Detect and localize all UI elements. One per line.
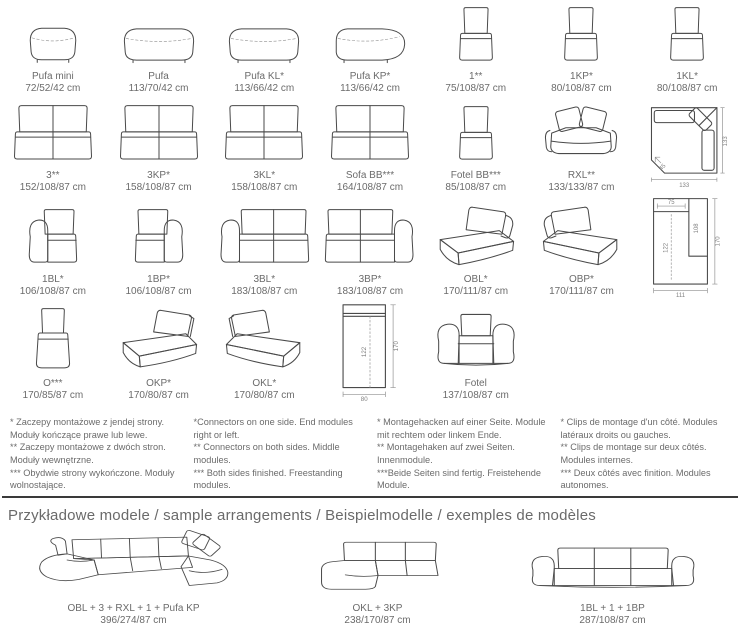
module-dims: 113/70/42 cm	[128, 83, 189, 94]
module-dims: 85/108/87 cm	[445, 182, 507, 193]
footnote-text: * Zaczepy montażowe z jendej strony. Moduły kończące prawe lub lewe.	[10, 417, 165, 440]
pouf-round-right-icon	[330, 22, 410, 67]
svg-text:75: 75	[668, 200, 675, 207]
sofa-two-seat-icon	[113, 103, 205, 166]
module-cell	[423, 97, 529, 196]
module-name: 1KL*	[676, 71, 699, 82]
sofa-two-seat-icon	[324, 103, 416, 166]
module-row	[0, 196, 740, 300]
corner-module-icon	[538, 102, 624, 166]
module-name: OBL*	[463, 274, 488, 285]
module-cell	[634, 6, 740, 97]
module-name: Pufa KL*	[244, 71, 285, 82]
sofa-two-seat-icon	[7, 103, 99, 166]
arrangement-name: 1BL + 1 + 1BP	[580, 603, 645, 614]
footnote-text: * Montagehacken auf einer Seite. Module mit rechtem oder linkem Ende.	[377, 417, 546, 440]
module-cell	[529, 300, 635, 404]
module-name: 1KP*	[570, 71, 593, 82]
chaise-open-left-icon	[114, 306, 204, 374]
module-name: Pufa	[148, 71, 169, 82]
module-cell	[211, 97, 317, 196]
topview-open-icon	[335, 300, 405, 402]
arrangement-chaise-sofa-icon	[303, 537, 453, 599]
svg-text:45: 45	[658, 162, 668, 172]
module-cell	[423, 6, 529, 97]
module-cell	[0, 6, 106, 97]
module-dims: 158/108/87 cm	[231, 182, 298, 193]
footnote-text: *** Both sides finished. Freestanding modules.	[193, 467, 343, 491]
module-dims: 106/108/87 cm	[19, 286, 86, 297]
module-cell	[211, 196, 317, 300]
module-name: OKL*	[252, 378, 277, 389]
module-name: OKP*	[146, 378, 172, 389]
module-dims: 113/66/42 cm	[234, 83, 295, 94]
footnote-text: ** Montagehaken auf zwei Seiten. Innenmodule.	[377, 442, 515, 466]
arrangement-item	[275, 537, 480, 627]
module-cell	[423, 300, 529, 404]
footnotes	[0, 404, 740, 492]
sofa-arm-left-icon	[213, 207, 315, 270]
module-cell	[106, 97, 212, 196]
module-cell	[106, 6, 212, 97]
module-armless-icon	[660, 5, 714, 67]
module-dims: 152/108/87 cm	[19, 182, 86, 193]
module-cell	[317, 6, 423, 97]
module-name: 1BP*	[147, 274, 170, 285]
module-dims: 183/108/87 cm	[231, 286, 298, 297]
topview-chaise-icon	[646, 194, 728, 298]
module-dims: 106/108/87 cm	[125, 286, 192, 297]
module-cell	[106, 196, 212, 300]
armchair-icon	[431, 310, 521, 374]
module-name: O***	[43, 378, 63, 389]
module-cell	[634, 300, 740, 404]
module-cell	[634, 97, 740, 196]
arrangement-dims: 396/274/87 cm	[100, 615, 167, 626]
sample-arrangements	[0, 525, 740, 629]
module-dims: 170/85/87 cm	[22, 390, 84, 401]
arrangement-name: OKL + 3KP	[352, 603, 403, 614]
svg-text:122: 122	[663, 242, 670, 253]
module-cell	[211, 6, 317, 97]
footnote-text: *** Deux côtés avec finition. Modules autonomes.	[560, 467, 711, 491]
module-dims: 113/66/42 cm	[340, 83, 400, 94]
svg-text:170: 170	[715, 236, 722, 247]
module-cell	[529, 196, 635, 300]
module-dims: 80/108/87 cm	[656, 83, 718, 94]
module-cell	[0, 97, 106, 196]
svg-text:133: 133	[679, 182, 690, 189]
armchair-arm-left-icon	[23, 207, 83, 270]
footnote-column-de	[377, 416, 549, 492]
module-dims: 170/111/87 cm	[549, 286, 614, 297]
module-dims: 137/108/87 cm	[442, 390, 509, 401]
module-cell	[106, 300, 212, 404]
arrangement-dims: 287/108/87 cm	[579, 615, 646, 626]
module-name: Fotel BB***	[450, 170, 501, 181]
module-cell	[317, 196, 423, 300]
module-name: 1BL*	[42, 274, 64, 285]
footnote-text: *Connectors on one side. End modules right or left.	[193, 417, 353, 440]
footnote-text: *** Obydwie strony wykończone. Moduły wolnostające.	[10, 467, 175, 491]
pouf-small-icon	[25, 21, 81, 67]
module-dims: 164/108/87 cm	[336, 182, 404, 193]
arrangement-straight-sofa-icon	[524, 541, 702, 599]
module-name: 1**	[469, 71, 483, 82]
module-row	[0, 97, 740, 196]
arrangement-corner-large-icon	[31, 525, 236, 599]
module-cell	[529, 6, 635, 97]
svg-text:170: 170	[392, 341, 400, 352]
footnote-text: ***Beide Seiten sind fertig. Freistehende Module.	[377, 467, 541, 491]
module-dims: 170/80/87 cm	[128, 390, 189, 401]
svg-text:122: 122	[361, 346, 369, 358]
arrangement-dims: 238/170/87 cm	[344, 615, 411, 626]
module-cell	[0, 196, 106, 300]
chaise-open-right-icon	[219, 306, 309, 374]
sofa-two-seat-icon	[218, 103, 310, 166]
module-dims: 72/52/42 cm	[25, 83, 81, 94]
topview-corner-icon	[640, 97, 734, 194]
module-dims: 183/108/87 cm	[336, 286, 404, 297]
arrangement-name: OBL + 3 + RXL + 1 + Pufa KP	[67, 603, 200, 614]
section-divider	[2, 496, 738, 498]
module-cell	[634, 196, 740, 300]
samples-heading: Przykładowe modele / sample arrangements / Beispielmodelle / exemples de modèles	[8, 507, 596, 524]
module-row	[0, 0, 740, 97]
module-name: Sofa BB***	[345, 170, 395, 181]
module-name: Pufa mini	[32, 71, 74, 82]
chaise-arm-right-icon	[534, 202, 628, 270]
module-name: 3BL*	[253, 274, 276, 285]
module-name: 3KL*	[253, 170, 276, 181]
footnote-column-pl	[10, 416, 182, 492]
module-armless-icon	[449, 104, 503, 166]
footnote-column-fr	[561, 416, 733, 492]
module-name: Pufa KP*	[349, 71, 391, 82]
sofa-arm-right-icon	[319, 207, 421, 270]
module-dims: 170/80/87 cm	[233, 390, 295, 401]
svg-text:80: 80	[360, 396, 368, 402]
pouf-wide-icon	[224, 22, 304, 67]
module-cell	[211, 300, 317, 404]
module-dims: 133/133/87 cm	[548, 182, 615, 193]
arrangement-item	[6, 525, 261, 627]
module-row	[0, 300, 740, 404]
module-name: RXL**	[567, 170, 596, 181]
module-dims: 170/111/87 cm	[443, 286, 509, 297]
module-cell	[317, 300, 423, 404]
module-dims: 158/108/87 cm	[125, 182, 192, 193]
footnote-text: ** Connectors on both sides. Middle modules.	[193, 442, 340, 466]
armchair-arm-right-icon	[129, 207, 189, 270]
module-dims: 75/108/87 cm	[445, 83, 507, 94]
svg-text:133: 133	[723, 135, 730, 146]
module-dims: 80/108/87 cm	[551, 83, 612, 94]
footnote-text: ** Clips de montage sur deux côtés. Modules internes.	[560, 442, 707, 466]
arrangement-item	[500, 541, 725, 627]
footnote-column-en	[194, 416, 366, 492]
svg-text:108: 108	[694, 223, 701, 234]
module-cell	[423, 196, 529, 300]
module-armless-icon	[554, 5, 608, 67]
module-name: 3BP*	[358, 274, 382, 285]
svg-text:111: 111	[676, 293, 686, 298]
pouf-wide-icon	[119, 22, 199, 67]
footnote-text: ** Zaczepy montażowe z dwóch stron. Moduły wewnętrzne.	[10, 442, 166, 466]
module-name: Fotel	[464, 378, 487, 389]
module-name: 3KP*	[147, 170, 170, 181]
module-armless-icon	[449, 5, 503, 67]
chaise-arm-left-icon	[429, 202, 523, 270]
module-name: OBP*	[568, 274, 594, 285]
chaise-armless-icon	[28, 306, 78, 374]
module-cell	[529, 97, 635, 196]
module-cell	[0, 300, 106, 404]
module-name: 3**	[46, 170, 60, 181]
module-cell	[317, 97, 423, 196]
footnote-text: * Clips de montage d'un côté. Modules latéraux droits ou gauches.	[560, 417, 718, 440]
